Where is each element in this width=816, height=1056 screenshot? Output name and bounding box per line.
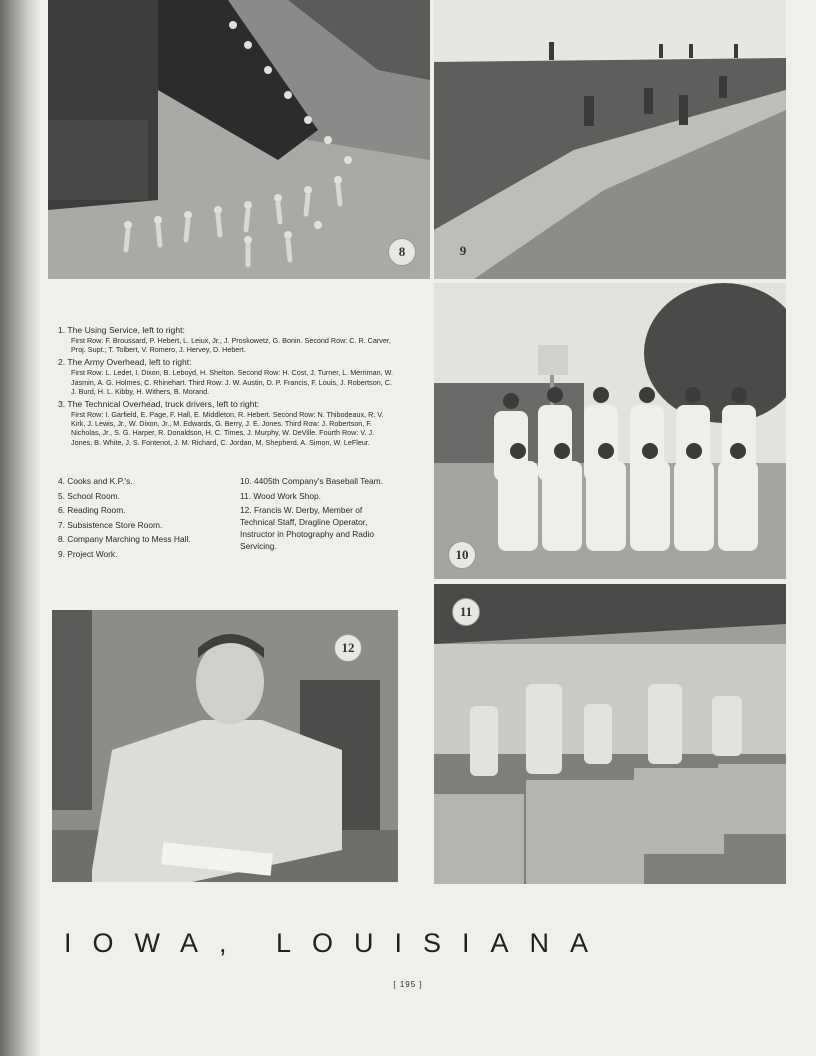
photo-company-marching bbox=[48, 0, 430, 279]
page-number: [ 195 ] bbox=[393, 980, 423, 989]
caption-body: First Row: F. Broussard, P. Hebert, L. Leiux, Jr., J. Proskowetz, G. Bonin. Second Row: C. R. Carver, Proj. Supt.; T. Tolbert, V. Romero, J. Hervey, D. Hebert. bbox=[71, 336, 391, 355]
photo-wood-work-shop bbox=[434, 584, 786, 884]
photo-baseball-team bbox=[434, 283, 786, 579]
caption-list-item: 5. School Room. bbox=[58, 490, 120, 501]
photo-project-work bbox=[434, 0, 786, 279]
caption-body: First Row: I. Garfield, E. Page, F. Hall, E. Middleton, R. Hebert. Second Row: N. Thibodeaux, R. V. Kirk, J. Lewis, Jr., W. Dixon, Jr., M. Edwards, G. Berry, J. E. Jones. Third Row: J. Robertson, F. Nicholas, Jr., S. G. Harper, R. Donaldson, H. C. Times, J. Murphy, W. DeVille. Fourth Row: V. J. Jones, B. White, J. S. Fontenot, J. M. Richard, C. Jordan, M. Shepherd, A. Simon, W. LeFleur. bbox=[71, 410, 384, 447]
caption-list-item: 9. Project Work. bbox=[58, 548, 118, 559]
photo-number-badge: 9 bbox=[459, 243, 467, 258]
caption-list-item: 10. 4405th Company's Baseball Team. bbox=[240, 476, 383, 486]
caption-list-item: 4. Cooks and K.P.'s. bbox=[58, 476, 133, 486]
photo-number-badge: 11 bbox=[452, 598, 480, 626]
photo-francis-derby bbox=[52, 610, 398, 882]
caption-body: First Row: L. Ledet, I. Dixon, B. Leboyd, H. Shelton. Second Row: H. Cost, J. Turner, L. Merriman, W. Jasmin, A. G. Holmes, C. Rhinehart. Third Row: J. W. Austin, D. P. Francis, F. Louis, J. Robertson, C. J. Burd, H. L. Kibby, H. Withers, B. Morand. bbox=[71, 368, 393, 396]
photo-number-badge: 10 bbox=[448, 541, 476, 569]
caption-list-item: 11. Wood Work Shop. bbox=[240, 490, 322, 501]
caption-heading: 3. The Technical Overhead, truck drivers, left to right: bbox=[58, 399, 260, 410]
page-gutter-shadow bbox=[0, 0, 40, 1056]
caption-list-right bbox=[240, 475, 396, 555]
caption-list-item: 6. Reading Room. bbox=[58, 505, 126, 515]
caption-block bbox=[58, 322, 394, 448]
photo-number-badge: 12 bbox=[334, 634, 362, 662]
caption-heading: 1. The Using Service, left to right: bbox=[58, 325, 185, 335]
page-title: IOWA, LOUISIANA bbox=[64, 928, 610, 958]
caption-heading: 2. The Army Overhead, left to right: bbox=[58, 357, 192, 368]
caption-list-item: 12. Francis W. Derby, Member of Technical Staff, Dragline Operator, Instructor in Photography and Radio Servicing. bbox=[240, 505, 375, 551]
photo-number-badge: 8 bbox=[388, 238, 416, 266]
caption-list-item: 8. Company Marching to Mess Hall. bbox=[58, 534, 191, 544]
caption-list-item: 7. Subsistence Store Room. bbox=[58, 519, 163, 530]
caption-list-left bbox=[58, 475, 228, 562]
